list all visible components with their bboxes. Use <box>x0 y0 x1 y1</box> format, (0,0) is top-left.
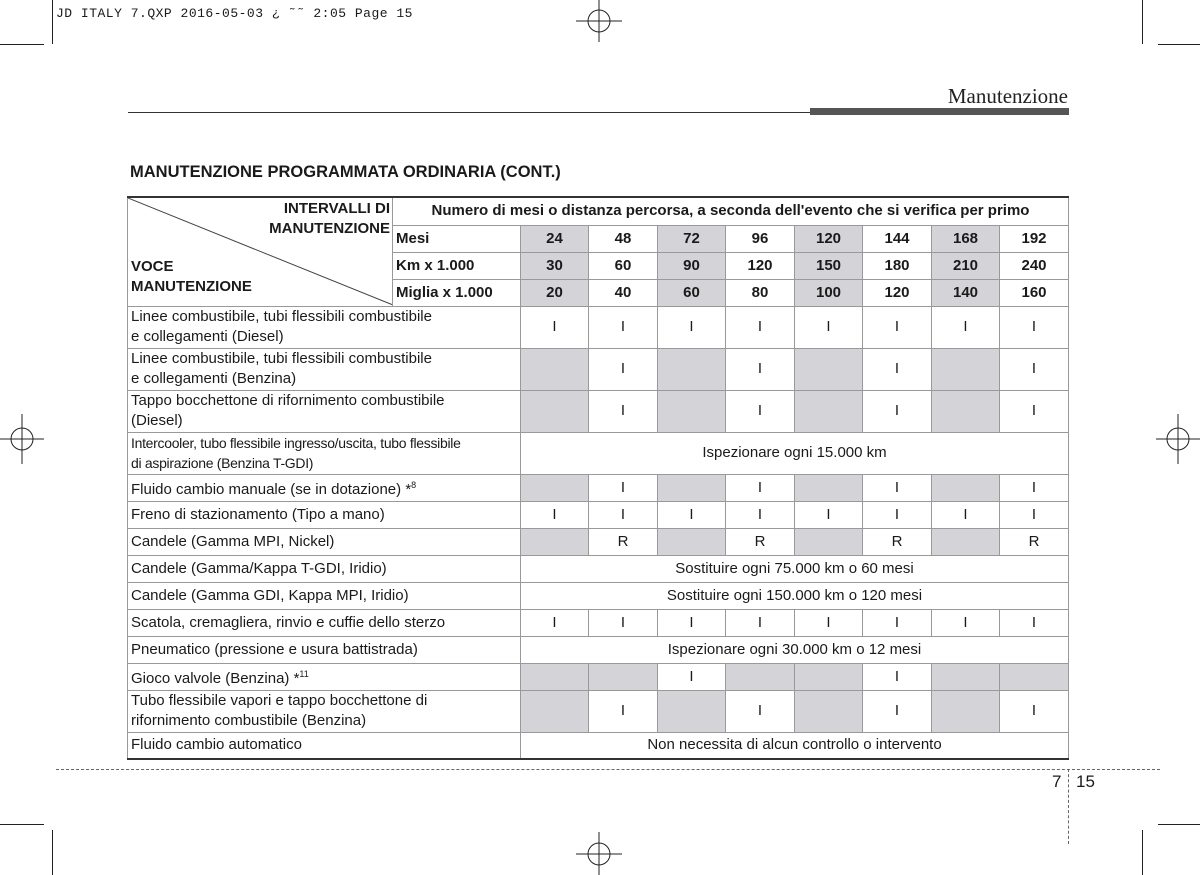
interval-value: 96 <box>726 225 795 252</box>
interval-value: 168 <box>932 225 1000 252</box>
schedule-cell: I <box>589 474 658 501</box>
item-label-line2: e collegamenti (Diesel) <box>131 328 284 345</box>
item-label-line2: e collegamenti (Benzina) <box>131 370 297 387</box>
schedule-cell <box>795 390 863 432</box>
page-title: MANUTENZIONE PROGRAMMATA ORDINARIA (CONT.) <box>130 163 561 181</box>
schedule-cell: I <box>863 474 932 501</box>
corner-top-label: INTERVALLI DI MANUTENZIONE <box>269 200 390 238</box>
maintenance-item <box>128 432 521 474</box>
item-label: Fluido cambio manuale (se in dotazione) * <box>131 481 412 498</box>
registration-mark-right <box>1156 414 1200 464</box>
interval-value: 120 <box>726 252 795 279</box>
item-label: Candele (Gamma MPI, Nickel) <box>131 532 335 550</box>
registration-mark-bottom <box>576 832 622 875</box>
schedule-cell: I <box>795 609 863 636</box>
corner-bottom-label: VOCE MANUTENZIONE <box>131 258 252 296</box>
section-title: Manutenzione <box>947 84 1068 108</box>
interval-value: 240 <box>1000 252 1069 279</box>
item-label-line2: di aspirazione (Benzina T-GDI) <box>131 455 314 471</box>
schedule-cell: I <box>1000 474 1069 501</box>
schedule-cell <box>932 663 1000 690</box>
schedule-cell: I <box>1000 501 1069 528</box>
maintenance-item <box>128 690 521 732</box>
maintenance-item <box>128 609 521 636</box>
interval-value: 144 <box>863 225 932 252</box>
maintenance-item <box>128 348 521 390</box>
interval-value: 100 <box>795 279 863 306</box>
page-number: 15 <box>1076 772 1095 791</box>
schedule-cell: I <box>726 501 795 528</box>
schedule-cell <box>658 390 726 432</box>
schedule-cell <box>795 528 863 555</box>
interval-value: 192 <box>1000 225 1069 252</box>
schedule-cell: I <box>863 609 932 636</box>
table-row <box>128 474 1069 501</box>
interval-row-label: Miglia x 1.000 <box>393 279 521 306</box>
interval-value: 30 <box>521 252 589 279</box>
interval-value: 48 <box>589 225 658 252</box>
schedule-cell: I <box>726 474 795 501</box>
maintenance-item <box>128 732 521 759</box>
maintenance-item <box>128 390 521 432</box>
schedule-cell: I <box>795 501 863 528</box>
schedule-cell: I <box>1000 306 1069 348</box>
print-slug: JD ITALY 7.QXP 2016-05-03 ¿ ˜˜ 2:05 Page 15 <box>56 6 413 21</box>
schedule-cell: I <box>658 306 726 348</box>
item-label: Gioco valvole (Benzina) * <box>131 670 300 687</box>
schedule-cell: I <box>589 501 658 528</box>
schedule-cell <box>658 528 726 555</box>
item-label: Fluido cambio automatico <box>131 736 302 754</box>
table-row <box>128 348 1069 390</box>
maintenance-schedule-table <box>127 196 1069 760</box>
schedule-cell <box>932 474 1000 501</box>
schedule-cell: I <box>589 306 658 348</box>
schedule-cell <box>521 663 589 690</box>
maintenance-item <box>128 306 521 348</box>
item-label: Tappo bocchettone di rifornimento combustibile <box>131 392 445 409</box>
footer-dashed-rule <box>56 769 1160 770</box>
schedule-cell <box>795 663 863 690</box>
interval-value: 60 <box>589 252 658 279</box>
item-label: Pneumatico (pressione e usura battistrada) <box>131 640 418 658</box>
schedule-cell <box>1000 663 1069 690</box>
schedule-cell: R <box>589 528 658 555</box>
interval-note: Sostituire ogni 75.000 km o 60 mesi <box>521 555 1069 582</box>
table-row <box>128 609 1069 636</box>
maintenance-item <box>128 582 521 609</box>
maintenance-item <box>128 528 521 555</box>
item-label: Freno di stazionamento (Tipo a mano) <box>131 505 385 523</box>
interval-value: 150 <box>795 252 863 279</box>
registration-mark-left <box>0 414 44 464</box>
maintenance-item <box>128 636 521 663</box>
schedule-cell <box>932 348 1000 390</box>
item-label: Candele (Gamma/Kappa T-GDI, Iridio) <box>131 559 387 577</box>
schedule-cell <box>658 348 726 390</box>
schedule-cell <box>658 474 726 501</box>
maintenance-item <box>128 474 521 501</box>
item-label: Intercooler, tubo flessibile ingresso/uscita, tubo flessibile <box>131 435 461 451</box>
header-corner <box>128 197 393 306</box>
schedule-cell <box>521 528 589 555</box>
item-label: Candele (Gamma GDI, Kappa MPI, Iridio) <box>131 586 409 604</box>
schedule-cell: I <box>726 348 795 390</box>
table-row <box>128 501 1069 528</box>
schedule-cell: I <box>863 501 932 528</box>
interval-note: Non necessita di alcun controllo o intervento <box>521 732 1069 759</box>
schedule-cell: I <box>521 609 589 636</box>
header-rule-thick <box>810 108 1069 115</box>
item-label: Scatola, cremagliera, rinvio e cuffie dello sterzo <box>131 613 446 631</box>
table-row <box>128 306 1069 348</box>
interval-value: 180 <box>863 252 932 279</box>
interval-value: 72 <box>658 225 726 252</box>
schedule-cell <box>521 690 589 732</box>
schedule-cell: I <box>1000 609 1069 636</box>
schedule-cell <box>795 690 863 732</box>
footnote-ref: 11 <box>299 669 309 679</box>
schedule-cell <box>521 390 589 432</box>
item-label: Tubo flessibile vapori e tappo bocchettone di <box>131 692 428 709</box>
interval-row-label: Km x 1.000 <box>393 252 521 279</box>
schedule-cell <box>658 690 726 732</box>
schedule-cell: I <box>521 306 589 348</box>
schedule-cell: I <box>1000 348 1069 390</box>
interval-note: Ispezionare ogni 30.000 km o 12 mesi <box>521 636 1069 663</box>
schedule-cell <box>795 474 863 501</box>
interval-value: 80 <box>726 279 795 306</box>
schedule-cell <box>726 663 795 690</box>
table-row <box>128 732 1069 759</box>
schedule-cell <box>521 474 589 501</box>
interval-value: 90 <box>658 252 726 279</box>
interval-value: 140 <box>932 279 1000 306</box>
schedule-cell: R <box>863 528 932 555</box>
table-row <box>128 663 1069 690</box>
table-row <box>128 432 1069 474</box>
schedule-cell <box>521 348 589 390</box>
schedule-cell <box>932 690 1000 732</box>
schedule-cell: I <box>658 501 726 528</box>
maintenance-item <box>128 501 521 528</box>
schedule-cell <box>932 528 1000 555</box>
interval-value: 160 <box>1000 279 1069 306</box>
interval-note: Ispezionare ogni 15.000 km <box>521 432 1069 474</box>
schedule-cell: I <box>726 390 795 432</box>
footer-dashed-divider <box>1068 769 1069 844</box>
schedule-cell: I <box>932 501 1000 528</box>
schedule-cell: I <box>863 390 932 432</box>
item-label-line2: rifornimento combustibile (Benzina) <box>131 712 367 729</box>
schedule-cell: I <box>726 609 795 636</box>
schedule-cell: I <box>658 663 726 690</box>
table-row <box>128 582 1069 609</box>
table-row <box>128 690 1069 732</box>
schedule-cell: I <box>589 690 658 732</box>
interval-value: 24 <box>521 225 589 252</box>
footnote-ref: 8 <box>411 480 417 490</box>
schedule-cell: I <box>863 348 932 390</box>
interval-value: 60 <box>658 279 726 306</box>
table-row <box>128 636 1069 663</box>
schedule-cell: I <box>726 306 795 348</box>
table-row <box>128 528 1069 555</box>
table-row <box>128 555 1069 582</box>
maintenance-item <box>128 555 521 582</box>
schedule-cell: I <box>932 609 1000 636</box>
item-label: Linee combustibile, tubi flessibili combustibile <box>131 308 432 325</box>
schedule-cell: I <box>1000 690 1069 732</box>
schedule-cell: I <box>726 690 795 732</box>
schedule-cell: R <box>1000 528 1069 555</box>
interval-row-label: Mesi <box>393 225 521 252</box>
schedule-cell <box>932 390 1000 432</box>
intervals-caption: Numero di mesi o distanza percorsa, a seconda dell'evento che si verifica per primo <box>393 197 1069 225</box>
schedule-cell <box>589 663 658 690</box>
interval-value: 120 <box>863 279 932 306</box>
schedule-cell: I <box>863 690 932 732</box>
schedule-cell: I <box>521 501 589 528</box>
item-label: Linee combustibile, tubi flessibili combustibile <box>131 350 432 367</box>
chapter-number: 7 <box>1052 772 1062 791</box>
schedule-cell: I <box>1000 390 1069 432</box>
schedule-cell: R <box>726 528 795 555</box>
table-row <box>128 390 1069 432</box>
schedule-cell: I <box>932 306 1000 348</box>
interval-value: 120 <box>795 225 863 252</box>
interval-value: 210 <box>932 252 1000 279</box>
interval-value: 40 <box>589 279 658 306</box>
item-label-line2: (Diesel) <box>131 412 183 429</box>
schedule-cell <box>795 348 863 390</box>
interval-value: 20 <box>521 279 589 306</box>
registration-mark-top <box>576 0 622 42</box>
schedule-cell: I <box>795 306 863 348</box>
schedule-cell: I <box>589 348 658 390</box>
schedule-cell: I <box>589 609 658 636</box>
schedule-cell: I <box>658 609 726 636</box>
maintenance-item <box>128 663 521 690</box>
schedule-cell: I <box>863 306 932 348</box>
header-rule <box>128 112 810 113</box>
interval-note: Sostituire ogni 150.000 km o 120 mesi <box>521 582 1069 609</box>
schedule-cell: I <box>589 390 658 432</box>
schedule-cell: I <box>863 663 932 690</box>
